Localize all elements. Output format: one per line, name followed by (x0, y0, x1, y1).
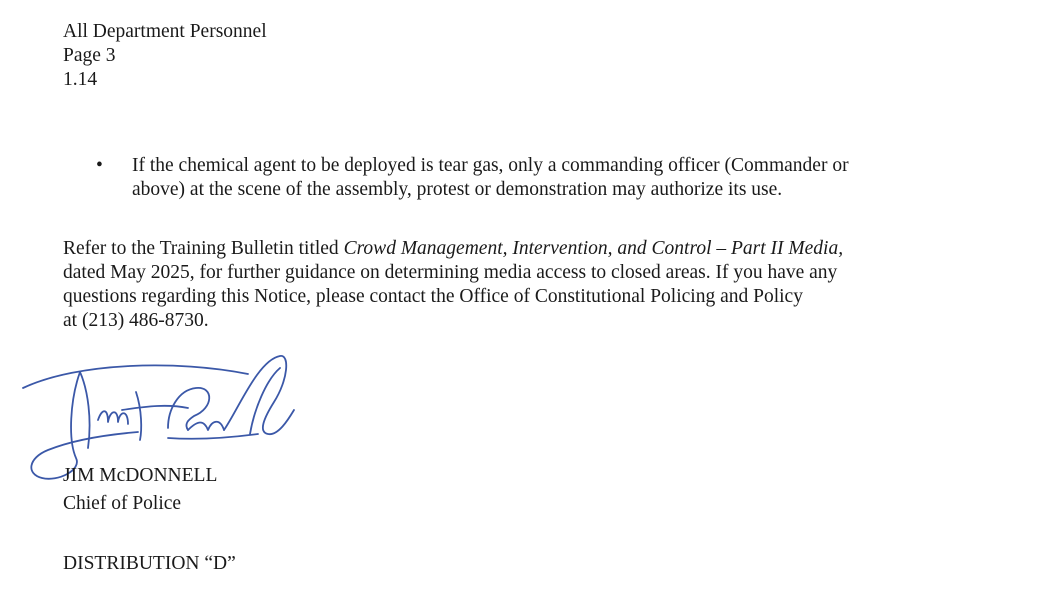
signature-block (63, 464, 217, 520)
recipient-line: All Department Personnel (63, 21, 267, 42)
bullet-line: above) at the scene of the assembly, protest or demonstration may authorize its use. (132, 179, 783, 200)
signer-name: JIM McDONNELL (63, 465, 218, 486)
paragraph-line: dated May 2025, for further guidance on determining media access to closed areas. If you have any (63, 262, 838, 283)
page-number: Page 3 (63, 45, 116, 66)
bullet-marker: • (96, 155, 103, 176)
bullet-text (132, 154, 1012, 202)
paragraph-line: questions regarding this Notice, please contact the Office of Constitutional Policing and Policy (63, 286, 803, 307)
paragraph-line: at (213) 486-8730. (63, 310, 209, 331)
distribution-line: DISTRIBUTION “D” (63, 553, 236, 574)
bulletin-title: Crowd Management, Intervention, and Control – Part II Media, (343, 238, 844, 259)
paragraph-line (63, 237, 1023, 261)
notice-number: 1.14 (63, 69, 98, 90)
memo-header (63, 20, 267, 92)
signer-title: Chief of Police (63, 493, 182, 514)
paragraph-text: Refer to the Training Bulletin titled (63, 238, 344, 259)
body-paragraph (63, 237, 1023, 333)
bullet-line: If the chemical agent to be deployed is tear gas, only a commanding officer (Commander or (132, 155, 849, 176)
